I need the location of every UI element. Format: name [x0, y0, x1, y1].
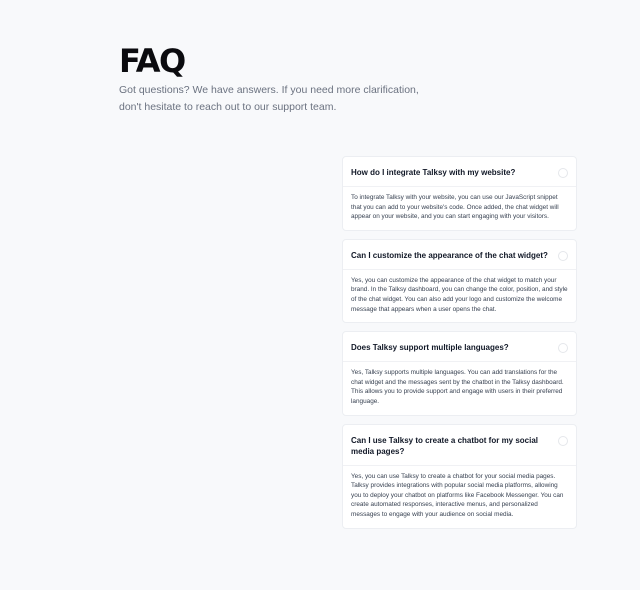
- faq-answer: Yes, you can customize the appearance of the chat widget to match your brand. In the Talksy dashboard, you can change the color, position, and style of the chat widget. You can also add your logo and customize the welcome message that appears when a user opens the chat.: [351, 276, 568, 313]
- faq-item: [342, 156, 577, 231]
- faq-item: [342, 424, 577, 529]
- faq-question: Does Talksy support multiple languages?: [351, 343, 509, 353]
- faq-answer: Yes, you can use Talksy to create a chatbot for your social media pages. Talksy provides integrations with popular social media platforms, allowing you to deploy your chatbot on platforms like Facebook Messenger. You can create automated responses, interactive menus, and personalized messages to engage with your audience on social media.: [351, 472, 564, 518]
- faq-list: [342, 156, 577, 537]
- circle-toggle-icon[interactable]: [558, 343, 568, 353]
- faq-question: Can I use Talksy to create a chatbot for my social media pages?: [351, 435, 539, 456]
- faq-question-row[interactable]: [343, 240, 576, 270]
- faq-question: How do I integrate Talksy with my website?: [351, 168, 516, 177]
- faq-question-row[interactable]: [343, 425, 576, 466]
- circle-toggle-icon[interactable]: [558, 168, 568, 178]
- circle-toggle-icon[interactable]: [558, 436, 568, 446]
- page-subtitle: Got questions? We have answers. If you need more clarification, don't hesitate to reach out to our support team.: [119, 84, 419, 113]
- faq-question-row[interactable]: [343, 157, 576, 187]
- faq-header: [119, 42, 419, 116]
- faq-question-row[interactable]: [343, 332, 576, 362]
- faq-answer: Yes, Talksy supports multiple languages. You can add translations for the chat widget and the messages sent by the chatbot in the Talksy dashboard. This allows you to provide support and engage with users in their preferred language.: [351, 369, 564, 405]
- faq-item: [342, 239, 577, 323]
- faq-item: [342, 331, 577, 415]
- circle-toggle-icon[interactable]: [558, 251, 568, 261]
- faq-question: Can I customize the appearance of the chat widget?: [351, 250, 548, 260]
- faq-answer: To integrate Talksy with your website, you can use our JavaScript snippet that you can add to your website's code. Once added, the chat widget will appear on your website, and you can start engaging with your visitors.: [351, 194, 559, 221]
- page-title: FAQ: [119, 42, 185, 80]
